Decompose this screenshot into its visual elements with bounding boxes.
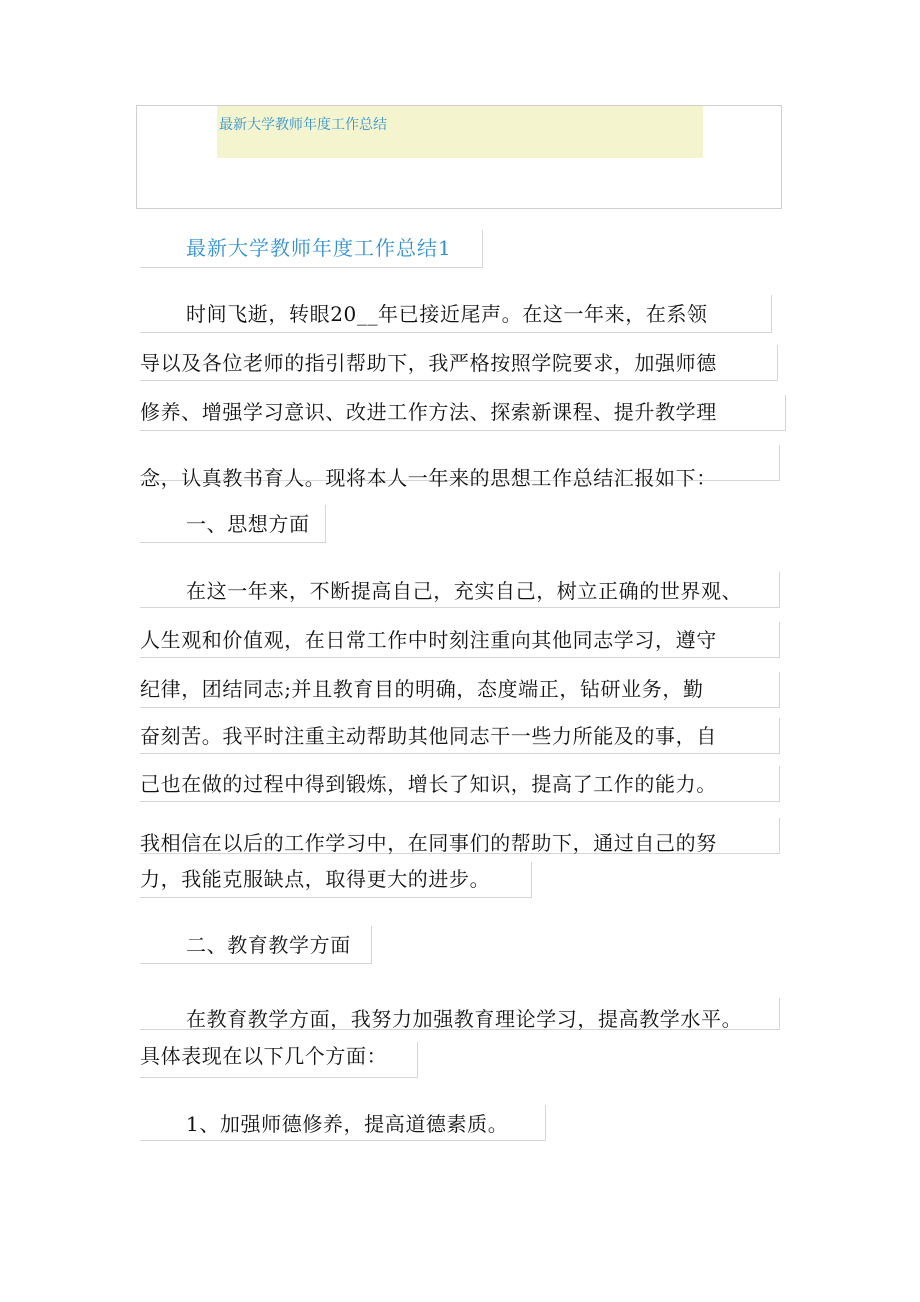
header-title: 最新大学教师年度工作总结	[219, 116, 387, 132]
paragraph-line: 修养、增强学习意识、改进工作方法、探索新课程、提升教学理	[140, 400, 717, 424]
paragraph-line: 导以及各位老师的指引帮助下，我严格按照学院要求，加强师德	[140, 351, 717, 375]
document-title: 最新大学教师年度工作总结1	[186, 236, 452, 260]
paragraph-line: 我相信在以后的工作学习中，在同事们的帮助下，通过自己的努	[140, 831, 717, 855]
header-box	[136, 105, 782, 209]
paragraph-line: 人生观和价值观，在日常工作中时刻注重向其他同志学习，遵守	[140, 628, 717, 652]
paragraph-line: 念，认真教书育人。现将本人一年来的思想工作总结汇报如下：	[140, 466, 717, 490]
paragraph-line: 纪律，团结同志;并且教育目的明确，态度端正，钻研业务，勤	[140, 677, 704, 701]
paragraph-line: 己也在做的过程中得到锻炼，增长了知识，提高了工作的能力。	[140, 772, 717, 796]
paragraph-line: 时间飞逝，转眼20__年已接近尾声。在这一年来，在系领	[186, 302, 708, 326]
subsection-heading: 1、加强师德修养，提高道德素质。	[186, 1112, 509, 1136]
section-heading: 一、思想方面	[186, 512, 310, 536]
paragraph-line: 具体表现在以下几个方面：	[140, 1044, 388, 1068]
paragraph-line: 在这一年来，不断提高自己，充实自己，树立正确的世界观、	[186, 579, 743, 603]
section-heading: 二、教育教学方面	[186, 933, 351, 957]
paragraph-line: 力，我能克服缺点，取得更大的进步。	[140, 867, 491, 891]
paragraph-line: 在教育教学方面，我努力加强教育理论学习，提高教学水平。	[186, 1007, 743, 1031]
paragraph-line: 奋刻苦。我平时注重主动帮助其他同志干一些力所能及的事，自	[140, 724, 717, 748]
